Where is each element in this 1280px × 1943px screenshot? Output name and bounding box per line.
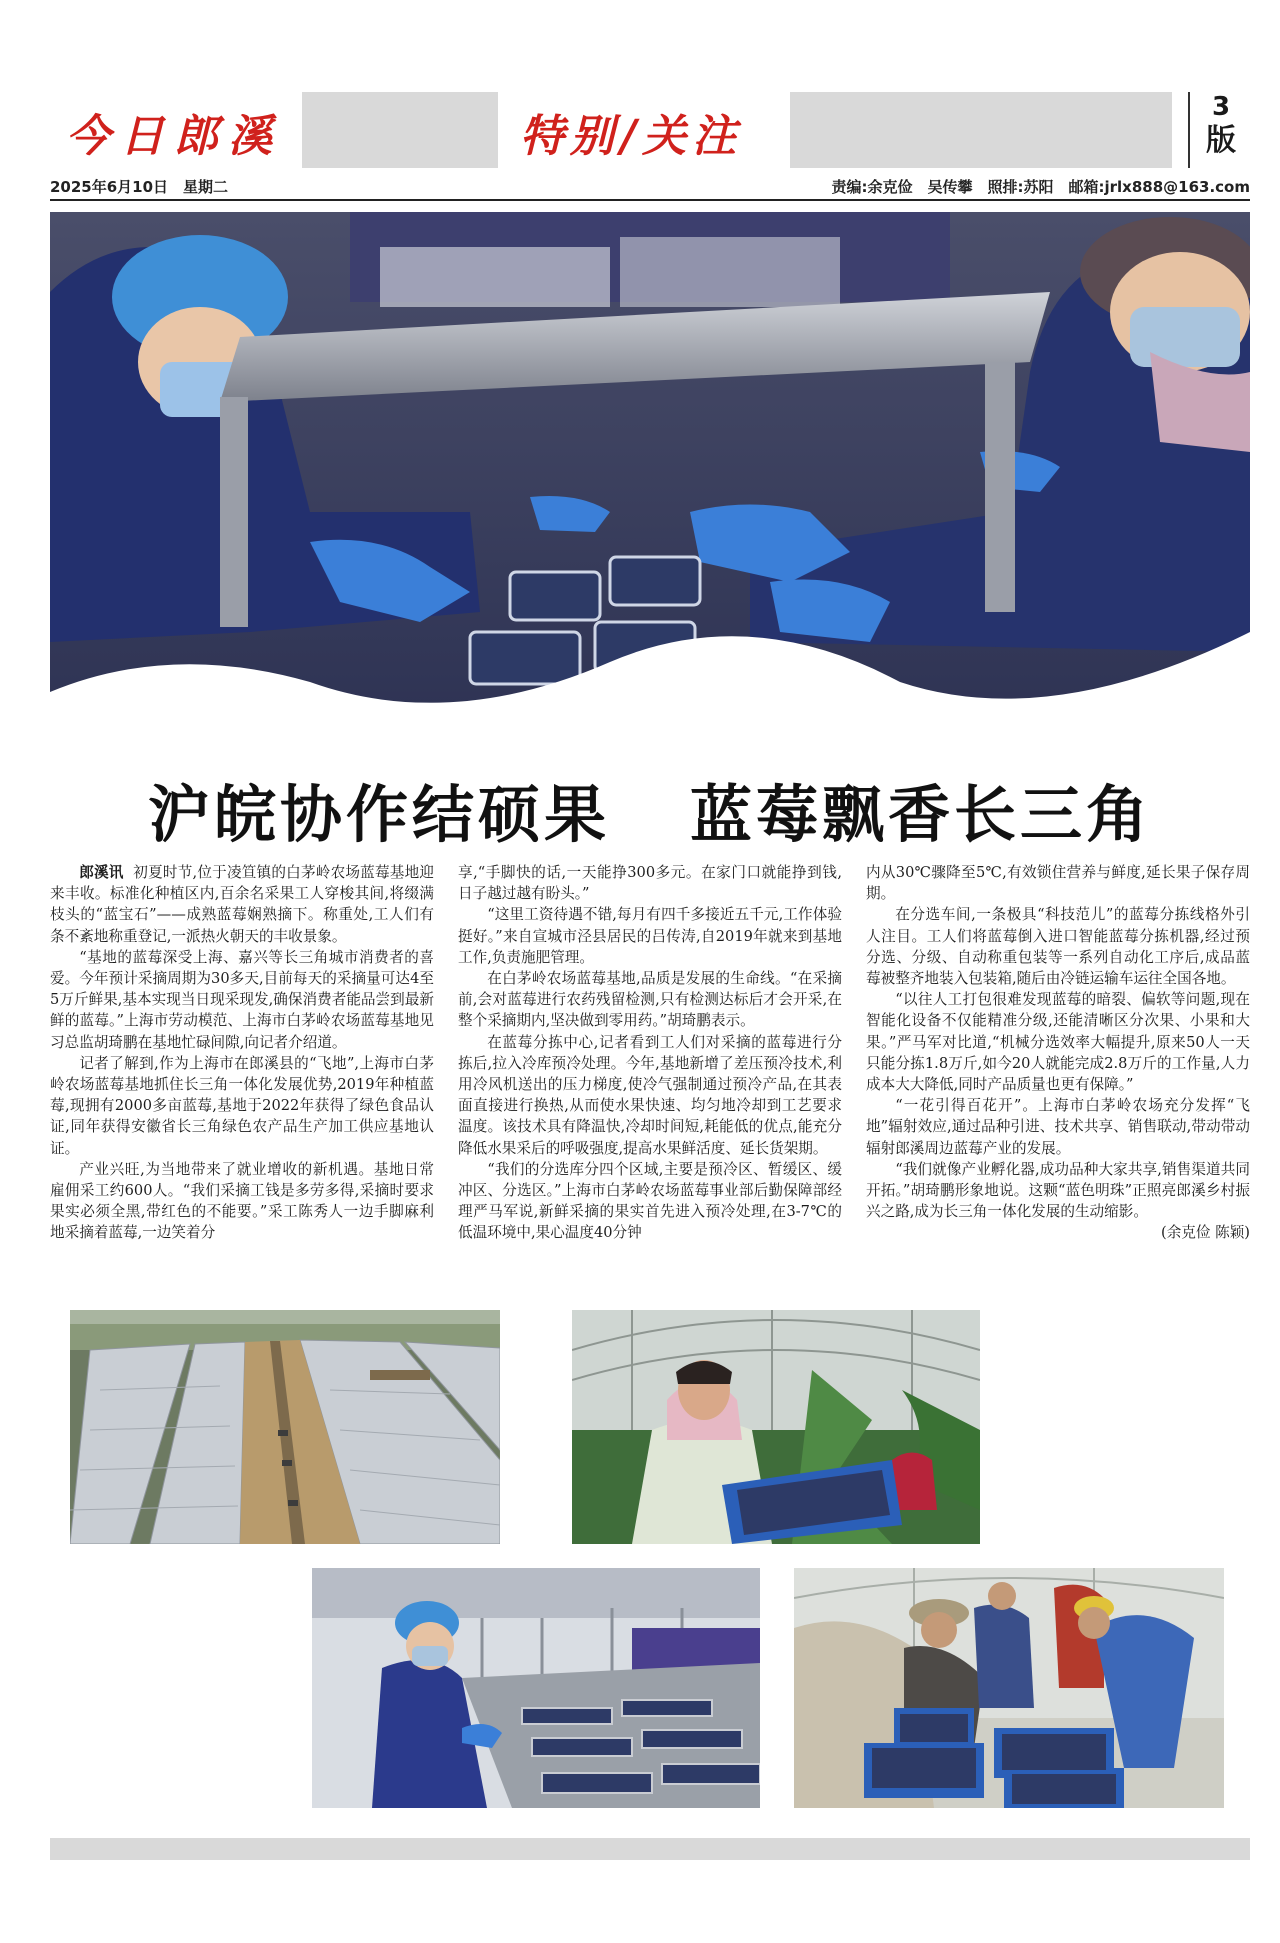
- article-column-1: [50, 862, 434, 1300]
- headline-part-1: 沪皖协作结硕果: [147, 778, 610, 851]
- hero-photo-sorting-workers: [50, 212, 1250, 760]
- masthead-gray-block: [790, 92, 1172, 168]
- edition-number: 3: [1211, 92, 1231, 122]
- paragraph: 在白茅岭农场蓝莓基地,品质是发展的生命线。“在采摘前,会对蓝莓进行农药残留检测,只有检测达标后才会开采,在整个采摘期内,坚决做到零用药。”胡琦鹏表示。: [458, 970, 842, 1030]
- edition-label: 版: [1206, 123, 1236, 158]
- masthead-gray-block: [302, 92, 498, 168]
- edition-marker: [1188, 92, 1252, 168]
- newspaper-name: 今日郎溪: [66, 111, 282, 162]
- article-column-3: [866, 862, 1250, 1300]
- paragraph-text: 初夏时节,位于凌笪镇的白茅岭农场蓝莓基地迎来丰收。标准化种植区内,百余名采果工人穿梭其间,将缀满枝头的“蓝宝石”——成熟蓝莓娴熟摘下。称重处,工人们有条不紊地称重登记,一派热火朝天的丰收景象。: [50, 864, 434, 945]
- paragraph: “基地的蓝莓深受上海、嘉兴等长三角城市消费者的喜爱。今年预计采摘周期为30多天,目前每天的采摘量可达4至5万斤鲜果,基本实现当日现采现发,确保消费者能品尝到最新鲜的蓝莓。”上海市劳动模范、上海市白茅岭农场蓝莓基地见习总监胡琦鹏在基地忙碌间隙,向记者介绍道。: [50, 948, 434, 1051]
- paragraph: 记者了解到,作为上海市在郎溪县的“飞地”,上海市白茅岭农场蓝莓基地抓住长三角一体化发展优势,2019年种植蓝莓,现拥有2000多亩蓝莓,基地于2022年获得了绿色食品认证,同年获得安徽省长三角绿色农产品生产加工供应基地认证。: [50, 1054, 434, 1157]
- masthead: [50, 92, 1250, 168]
- paragraph: “一花引得百花开”。上海市白茅岭农场充分发挥“飞地”辐射效应,通过品种引进、技术共享、销售联动,带动带动辐射郎溪周边蓝莓产业的发展。: [866, 1097, 1250, 1157]
- paragraph: 在蓝莓分拣中心,记者看到工人们对采摘的蓝莓进行分拣后,拉入冷库预冷处理。今年,基地新增了差压预冷技术,利用冷风机送出的压力梯度,使冷气强制通过预冷产品,在其表面直接进行换热,从而使水果快速、均匀地冷却到工艺要求温度。该技术具有降温快,冷却时间短,耗能低的优点,能充分降低水果采后的呼吸强度,提高水果鲜活度、延长货架期。: [458, 1033, 842, 1157]
- paragraph: 在分选车间,一条极具“科技范儿”的蓝莓分拣线格外引人注目。工人们将蓝莓倒入进口智能蓝莓分拣机器,经过预分选、分级、自动称重包装等一系列自动化工序后,成品蓝莓被整齐地装入包装箱,随后由冷链运输车运往全国各地。: [866, 906, 1250, 988]
- paragraph: 产业兴旺,为当地带来了就业增收的新机遇。基地日常雇佣采工约600人。“我们采摘工钱是多劳多得,采摘时要求果实必须全黑,带红色的不能要。”采工陈秀人一边手脚麻利地采摘着蓝莓,一边笑着分: [50, 1160, 434, 1242]
- article-headline: [50, 770, 1250, 860]
- article-column-2: [458, 862, 842, 1300]
- photo-sorting-line-worker: [312, 1568, 760, 1808]
- issue-date: 2025年6月10日 星期二: [50, 178, 229, 196]
- paragraph: 享,“手脚快的话,一天能挣300多元。在家门口就能挣到钱,日子越过越有盼头。”: [458, 864, 842, 903]
- footer-gray-bar: [50, 1838, 1250, 1860]
- photo-weighing-crates: [794, 1568, 1224, 1808]
- paragraph: “以往人工打包很难发现蓝莓的暗裂、偏软等问题,现在智能化设备不仅能精准分级,还能清晰区分次果、小果和大果。”严马军对比道,“机械分选效率大幅提升,原来50人一天只能分拣1.8万斤,如今20人就能完成2.8万斤的工作量,人力成本大大降低,同时产品质量也更有保障。”: [866, 991, 1250, 1094]
- author-signature: (余克俭 陈颖): [1161, 1224, 1250, 1242]
- article-body: [50, 862, 1250, 1300]
- paragraph: “我们的分选库分四个区域,主要是预冷区、暂缓区、缓冲区、分选区。”上海市白茅岭农场蓝莓事业部后勤保障部经理严马军说,新鲜采摘的果实首先进入预冷处理,在3-7℃的低温环境中,果心温度40分钟: [458, 1160, 842, 1242]
- photo-picker-with-crate: [572, 1310, 980, 1544]
- paragraph: “这里工资待遇不错,每月有四千多接近五千元,工作体验挺好。”来自宣城市泾县居民的吕传涛,自2019年就来到基地工作,负责施肥管理。: [458, 906, 842, 966]
- paragraph: 内从30℃骤降至5℃,有效锁住营养与鲜度,延长果子保存周期。: [866, 864, 1250, 903]
- headline-part-2: 蓝莓飘香长三角: [690, 778, 1153, 851]
- photo-aerial-greenhouses: [70, 1310, 500, 1544]
- section-title: 特别/关注: [520, 111, 743, 162]
- masthead-rule: [50, 199, 1250, 201]
- paragraph: “我们就像产业孵化器,成功品种大家共享,销售渠道共同开拓。”胡琦鹏形象地说。这颗“蓝色明珠”正照亮郎溪乡村振兴之路,成为长三角一体化发展的生动缩影。: [866, 1160, 1250, 1221]
- paragraph: [50, 862, 434, 947]
- staff-credits: 责编:余克俭 吴传攀 照排:苏阳 邮箱:jrlx888@163.com: [831, 178, 1250, 196]
- dateline: [50, 176, 1250, 198]
- byline: 郎溪讯: [79, 864, 124, 881]
